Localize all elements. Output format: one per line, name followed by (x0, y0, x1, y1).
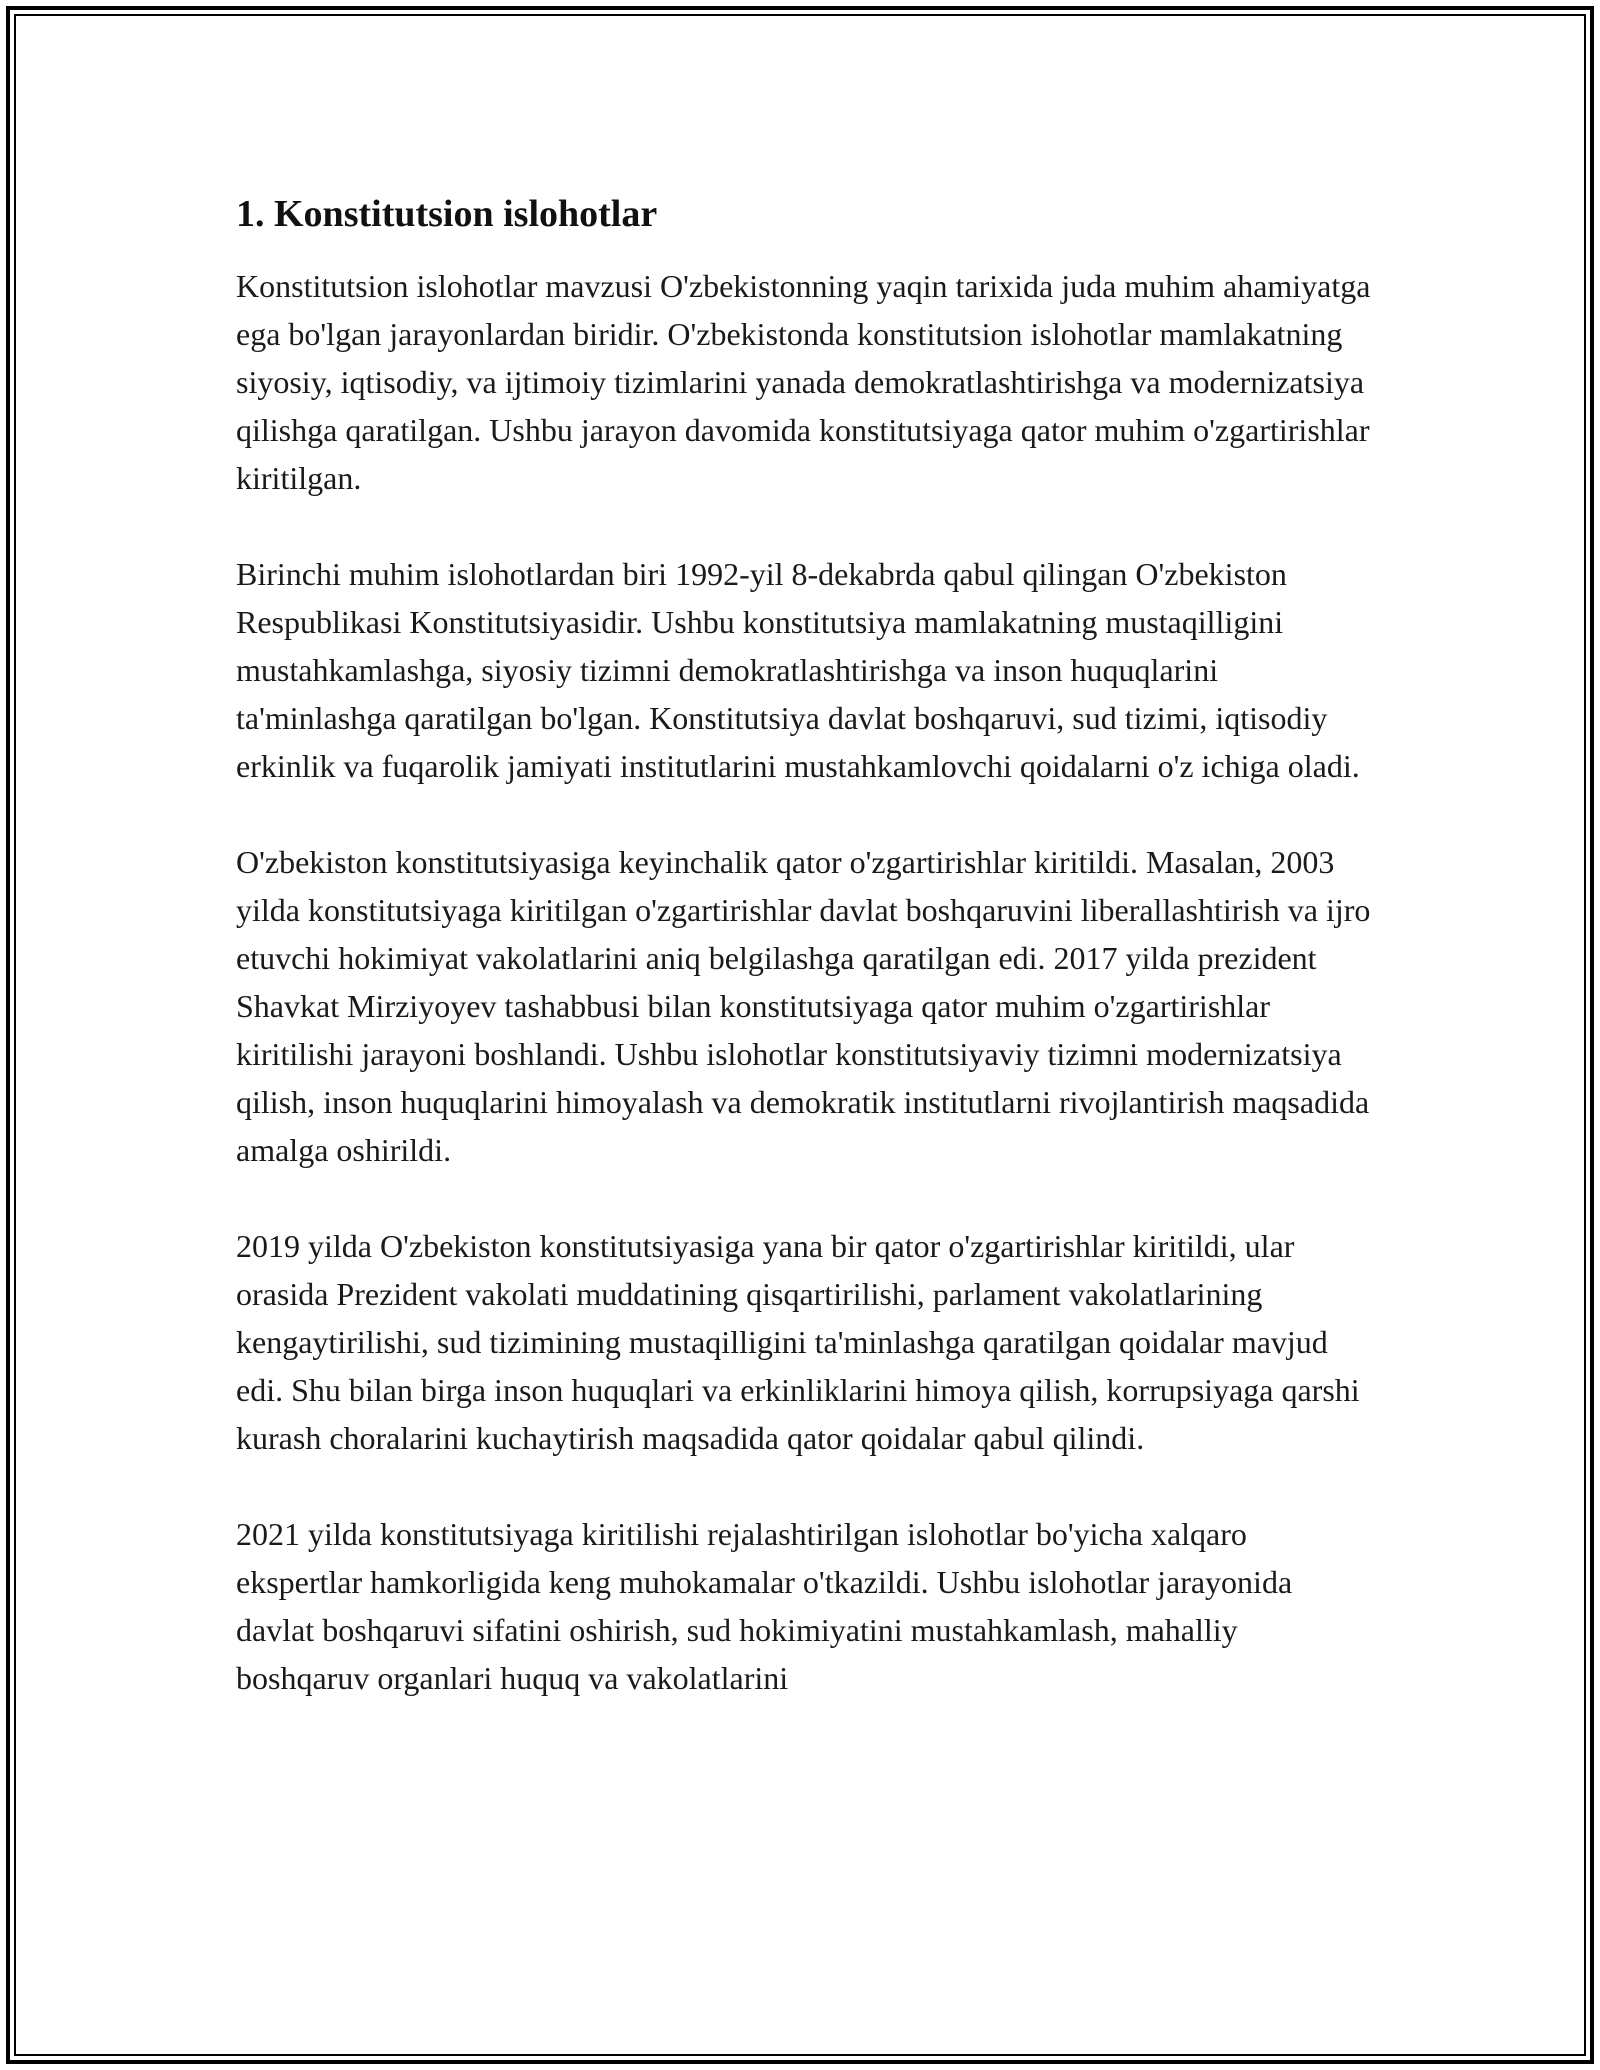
paragraph-1: Konstitutsion islohotlar mavzusi O'zbekistonning yaqin tarixida juda muhim ahamiyatga ega bo'lgan jarayonlardan biridir. O'zbekistonda konstitutsion islohotlar mamlakatning siyosiy, iqtisodiy, va ijtimoiy tizimlarini yanada demokratlashtirishga va modernizatsiya qilishga qaratilgan. Ushbu jarayon davomida konstitutsiyaga qator muhim o'zgartirishlar kiritilgan. (236, 268, 1371, 496)
paragraph-5: 2021 yilda konstitutsiyaga kiritilishi rejalashtirilgan islohotlar bo'yicha xalqaro ekspertlar hamkorligida keng muhokamalar o'tkazildi. Ushbu islohotlar jarayonida davlat boshqaruvi sifatini oshirish, sud hokimiyatini mustahkamlash, mahalliy boshqaruv organlari huquq va vakolatlarini (236, 1516, 1293, 1696)
section-heading: 1. Konstitutsion islohotlar (236, 193, 658, 235)
paragraph-2: Birinchi muhim islohotlardan biri 1992-yil 8-dekabrda qabul qilingan O'zbekiston Respublikasi Konstitutsiyasidir. Ushbu konstitutsiya mamlakatning mustaqilligini mustahkamlashga, siyosiy tizimni demokratlashtirishga va inson huquqlarini ta'minlashga qaratilgan bo'lgan. Konstitutsiya davlat boshqaruvi, sud tizimi, iqtisodiy erkinlik va fuqarolik jamiyati institutlarini mustahkamlovchi qoidalarni o'z ichiga oladi. (236, 556, 1360, 784)
paragraph-4: 2019 yilda O'zbekiston konstitutsiyasiga yana bir qator o'zgartirishlar kiritildi, ular orasida Prezident vakolati muddatining qisqartirilishi, parlament vakolatlarining kengaytirilishi, sud tizimining mustaqilligini ta'minlashga qaratilgan qoidalar mavjud edi. Shu bilan birga inson huquqlari va erkinliklarini himoya qilish, korrupsiyaga qarshi kurash choralarini kuchaytirish maqsadida qator qoidalar qabul qilindi. (236, 1228, 1360, 1456)
paragraph-3: O'zbekiston konstitutsiyasiga keyinchalik qator o'zgartirishlar kiritildi. Masalan, 2003 yilda konstitutsiyaga kiritilgan o'zgartirishlar davlat boshqaruvini liberallashtirish va ijro etuvchi hokimiyat vakolatlarini aniq belgilashga qaratilgan edi. 2017 yilda prezident Shavkat Mirziyoyev tashabbusi bilan konstitutsiyaga qator muhim o'zgartirishlar kiritilishi jarayoni boshlandi. Ushbu islohotlar konstitutsiyaviy tizimni modernizatsiya qilish, inson huquqlarini himoyalash va demokratik institutlarni rivojlantirish maqsadida amalga oshirildi. (236, 844, 1371, 1168)
document-body (236, 186, 1376, 1702)
